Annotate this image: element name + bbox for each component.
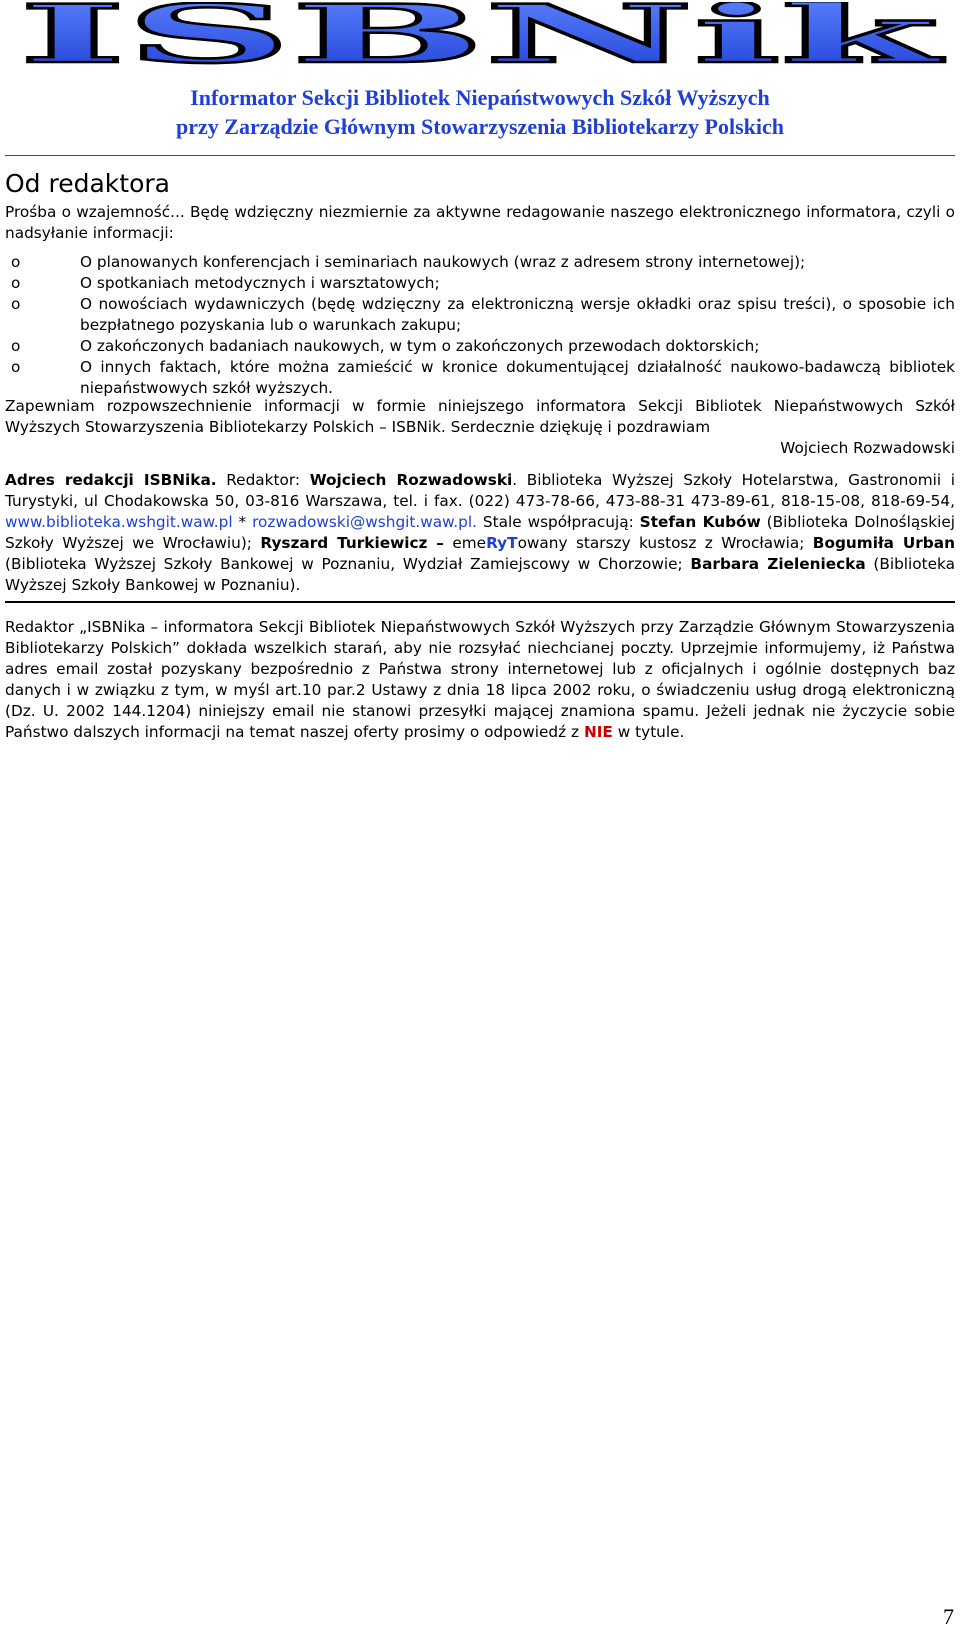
request-list (5, 252, 955, 399)
contact-block (5, 470, 955, 596)
notice-keyword: NIE (583, 723, 613, 741)
list-item (5, 252, 955, 273)
collaborator-name: Bogumiła Urban (812, 534, 955, 552)
bullet-marker: o (11, 295, 21, 313)
collaborator-alias-suffix: owany starszy kustosz z Wrocławia; (517, 534, 805, 552)
list-item-text: O planowanych konferencjach i seminariach naukowych (wraz z adresem strony internetowej); (80, 253, 806, 271)
header-subtitle-line-1: Informator Sekcji Bibliotek Niepaństwowych Szkół Wyższych (190, 85, 770, 110)
list-item (5, 357, 955, 399)
logo-text: ISBNik (19, 2, 944, 68)
article-title: Od redaktora (5, 169, 170, 198)
bullet-marker: o (11, 274, 21, 292)
collaborator-org: (Biblioteka Wyższej Szkoły Bankowej w Poznaniu). (5, 555, 956, 594)
header-divider (5, 155, 955, 156)
signature: Wojciech Rozwadowski (780, 439, 955, 457)
bullet-marker: o (11, 253, 21, 271)
header-subtitle-line-2: przy Zarządzie Głównym Stowarzyszenia Bibliotekarzy Polskich (176, 114, 784, 139)
isbnik-logo (12, 2, 947, 68)
editor-label: Redaktor: (226, 471, 301, 489)
collaborator-org: (Biblioteka Wyższej Szkoły Bankowej w Poznaniu, Wydział Zamiejscowy w Chorzowie; (5, 555, 683, 573)
collaborators-intro: Stale współpracują: (482, 513, 634, 531)
closing-text: Zapewniam rozpowszechnienie informacji w formie niniejszego informatora Sekcji Bibliotek Niepaństwowych Szkół Wyższych Stowarzyszenia Bibliotekarzy Polskich – ISBNik. Serdecznie dziękuję i pozdrawiam (5, 397, 955, 436)
notice-text: Redaktor „ISBNika – informatora Sekcji Bibliotek Niepaństwowych Szkół Wyższych przy Zarządzie Głównym Stowarzyszenia Bibliotekarzy Polskich” dokłada wszelkich starań, aby nie rozsyłać niechcianej poczty. Uprzejmie informujemy, iż Państwa adres email został pozyskany bezpośrednio z Państwa strony internetowej lub z oficjalnych i ogólnie dostępnych baz danych i w związku z tym, w myśl art.10 par.2 Ustawy z dnia 18 lipca 2002 roku, o świadczeniu usług drogą elektroniczną (Dz. U. 2002 144.1204) niniejszy email nie stanowi przesyłki mającej znamiona spamu. Jeżeli jednak nie życzycie sobie Państwo dalszych informacji na temat naszej oferty prosimy o odpowiedź z (5, 618, 955, 741)
article-intro: Prośba o wzajemność... Będę wdzięczny niezmiernie za aktywne redagowanie naszego elektronicznego informatora, czyli o nadsyłanie informacji: (5, 203, 955, 242)
collaborator-alias-highlight: RyT (486, 534, 518, 552)
list-item (5, 273, 955, 294)
list-item (5, 336, 955, 357)
collaborator-org: (Biblioteka Dolnośląskiej Szkoły Wyższej we Wrocławiu); (5, 513, 955, 552)
bullet-marker: o (11, 337, 21, 355)
closing-block (5, 396, 955, 459)
notice-suffix: w tytule. (617, 723, 685, 741)
email-link[interactable]: rozwadowski@wshgit.waw.pl. (252, 513, 477, 531)
contact-address: . Biblioteka Wyższej Szkoły Hotelarstwa, Gastronomii i Turystyki, ul Chodakowska 50, 03-816 Warszawa, tel. i fax. (022) 473-78-66, 473-88-31 473-89-61, 818-15-08, 818-69-54, (5, 471, 955, 510)
section-divider (5, 601, 955, 603)
list-item-text: O spotkaniach metodycznych i warsztatowych; (80, 274, 440, 292)
collaborator-name: Stefan Kubów (639, 513, 761, 531)
list-item-text: O innych faktach, które można zamieścić w kronice dokumentującej działalność naukowo-badawczą bibliotek niepaństwowych szkół wyższych. (80, 358, 955, 397)
list-item-text: O zakończonych badaniach naukowych, w tym o zakończonych przewodach doktorskich; (80, 337, 760, 355)
collaborator-alias-prefix: eme (452, 534, 487, 552)
link-separator: * (238, 513, 247, 531)
collaborator-name: Barbara Zieleniecka (690, 555, 866, 573)
contact-label: Adres redakcji ISBNika. (5, 471, 217, 489)
spam-notice (5, 617, 955, 743)
website-link[interactable]: www.biblioteka.wshgit.waw.pl (5, 513, 233, 531)
list-item (5, 294, 955, 336)
page-number: 7 (943, 1604, 954, 1629)
list-item-text: O nowościach wydawniczych (będę wdzięczny za elektroniczną wersje okładki oraz spisu treści), o sposobie ich bezpłatnego pozyskania lub o warunkach zakupu; (80, 295, 955, 334)
editor-name: Wojciech Rozwadowski (309, 471, 513, 489)
collaborator-name: Ryszard Turkiewicz – (260, 534, 444, 552)
bullet-marker: o (11, 358, 21, 376)
